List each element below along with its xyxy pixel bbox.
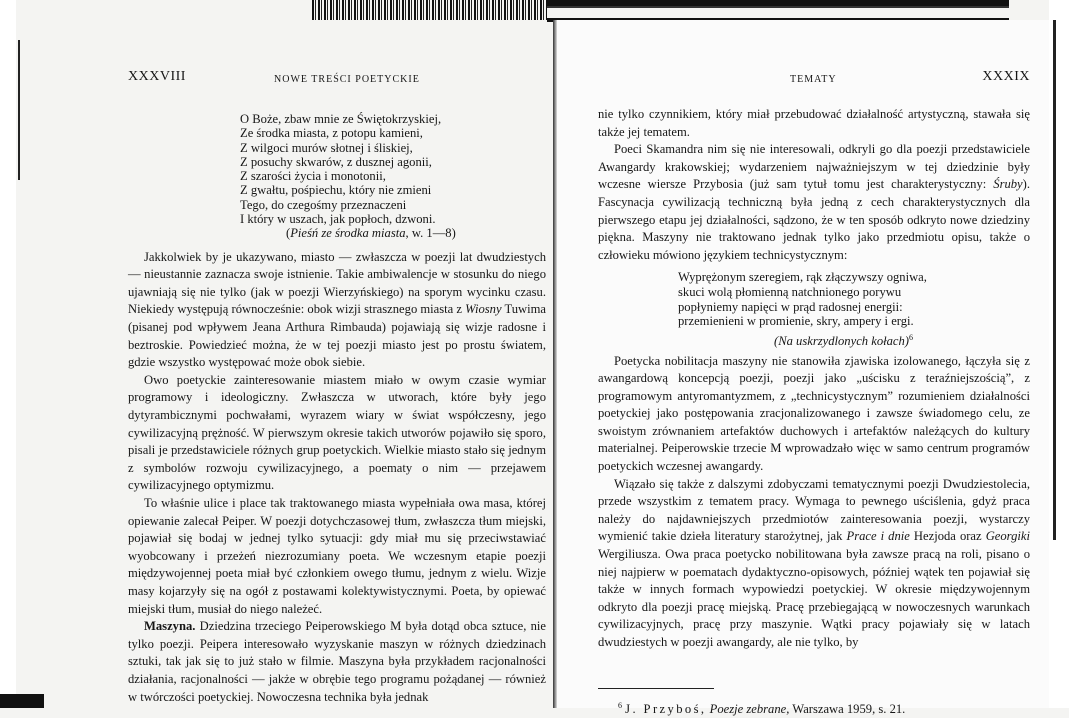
footnote-author: J. Przyboś, xyxy=(625,701,707,716)
poem-line: popłyniemy napięci w prąd radosnej energii: xyxy=(678,299,903,314)
paragraph xyxy=(128,618,546,706)
paragraph xyxy=(128,249,546,372)
left-scan-edge xyxy=(18,40,20,180)
poem-source: (Pieśń ze środka miasta, w. 1—8) xyxy=(286,226,456,241)
paragraph-text: ). Fascynacja cywilizacją techniczną była jedną z cech charakterystycznych dla pierwszego etapu jej działalności, sądzono, że w ten sposób odkryto nowe dziedziny piękna. Maszyny nie traktowano jednak tylko jako przedmiotu opisu, także o człowieku mówiono językiem technicystycznym: xyxy=(598,177,1030,262)
paragraph: nie tylko czynnikiem, który miał przebudować działalność artystyczną, stawała się także jej tematem. xyxy=(598,107,1030,139)
right-running-head xyxy=(598,64,1030,88)
poem-line: Ze środka miasta, z potopu kamieni, xyxy=(240,126,423,141)
italic-title: Śruby xyxy=(993,177,1023,192)
poem-quote-left xyxy=(240,112,546,241)
right-scan-margin xyxy=(1049,0,1069,708)
poem-line: O Boże, zbaw mnie ze Świętokrzyskiej, xyxy=(240,112,442,126)
paragraph-text: Jakkolwiek by je ukazywano, miasto — zwłaszcza w poezji lat dwudziestych — nieustannie zaznacza swoje istnienie. Takie ambiwalencje w stosunku do niego ujawniają się nie tylko (jak w poezji Wierzyńskiego) na sporym wycinku czasu. Niekiedy występują równocześnie: obok wizji strasznego miasta z xyxy=(128,249,546,317)
poem-line: skuci wolą płomienną natchnionego porywu xyxy=(678,284,902,299)
poem-quote-right xyxy=(678,270,1030,348)
poem-line: Wyprężonym szeregiem, rąk złączywszy ogniwa, xyxy=(678,270,927,285)
poem-line: Z gwałtu, pośpiechu, który nie zmieni xyxy=(240,183,432,198)
footnote-title: Poezje zebrane, xyxy=(709,701,790,716)
poem-source-title: (Na uskrzydlonych kołach) xyxy=(774,333,909,348)
book-spine xyxy=(553,20,557,708)
footnote-rule xyxy=(598,688,906,718)
paragraph-text: Tuwima (pisanej pod wpływem Jeana Arthura Rimbauda) pojawiają się wizje radosne i beztroskie. Powiedzieć można, że w tej poezji miasto jest po prostu światem, gdzie wszystko występować może obok siebie. xyxy=(128,302,546,370)
italic-title: Prace i dnie xyxy=(846,529,910,544)
left-page xyxy=(128,64,546,706)
poem-source-ref: , w. 1—8) xyxy=(405,226,456,241)
paragraph-text: Dziedzina trzeciego Peiperowskiego M była dotąd obca sztuce, nie tylko poezji. Peipera interesowało wyzyskanie maszyn w różnych dziedzinach sztuki, tak jak się to już stało w filmie. Maszyna była przykładem racjonalności działania, racjonalności — jakże w obrębie tego programu pożądanej — również w twórczości poetyckiej. Nowoczesna technika była jednak xyxy=(128,619,546,704)
page-number-left: XXXVIII xyxy=(128,69,186,84)
paragraph xyxy=(598,476,1030,652)
poem-line: Z wilgoci murów słotnej i śliskiej, xyxy=(240,140,413,155)
paragraph: To właśnie ulice i place tak traktowanego miasta wypełniała owa masa, której opiewanie zalecał Peiper. W poezji dotychczasowej tłum, zwłaszcza tłum miejski, pojawiał się bodaj w jednej tylko sytuacji: gdy miał mu się przeciwstawiać wyobcowany i przeżeń niezrozumiany poeta. We wczesnym etapie poezji międzywojennej poeta miał być członkiem owego tłumu, jednym z wielu. Wizje masy kojarzyły się na ogół z postawami kolektywistycznymi. Poeta, by opiewać miejski tłum, musiał do niego należeć. xyxy=(128,495,546,616)
footnote xyxy=(618,697,906,718)
paragraph xyxy=(598,141,1030,264)
paragraph-text: Wiązało się także z dalszymi zdobyczami tematycznymi poezji Dwudziestolecia, przede wszystkim z tematem pracy. Wymaga to pewnego uściślenia, gdyż praca należy do najdawniejszych przedmiotów zainteresowania poezji, wystarczy wymienić takie dzieła literatury starożytnej, jak xyxy=(598,476,1030,544)
paragraph: Poetycka nobilitacja maszyny nie stanowiła zjawiska izolowanego, łączyła się z awangardową koncepcją poezji, poezji jako „uścisku z teraźniejszością”, z programowym antyromantyzmem, z „technicystycznym” rozumieniem działalności poetyckiej jako postępowania zracjonalizowanego i zawsze świadomego celu, ze swoistym zrównaniem artefaktów duchowych i artefaktów należących do kultury materialnej. Peiperowskie trzecie M wprowadzało więc w samo centrum programów poetyckich wczesnej awangardy. xyxy=(598,353,1030,474)
italic-title: Georgiki xyxy=(985,529,1030,544)
poem-line: Z posuchy skwarów, z dusznej agonii, xyxy=(240,154,432,169)
footnote-rest: Warszawa 1959, s. 21. xyxy=(789,701,906,716)
poem-line: przemienieni w promienie, skry, ampery i ergi. xyxy=(678,314,914,329)
footnote-mark: 6 xyxy=(618,700,622,710)
poem-line: Tego, do czegośmy przeznaczeni xyxy=(240,197,407,212)
scan-top-artifact xyxy=(312,0,547,20)
left-running-head xyxy=(128,64,546,88)
footnote-ref: 6 xyxy=(909,332,913,342)
running-head-title-right: TEMATY xyxy=(790,74,837,85)
poem-line: I który w uszach, jak popłoch, dzwoni. xyxy=(240,212,436,227)
left-scan-margin xyxy=(0,0,16,708)
paragraph-text: Wergiliusza. Owa praca poetycko nobilitowana była zawsze pracą na roli, pisano o niej najpierw w poematach dydaktyczno-opisowych, później wątek ten pojawiał się także w innych formach wypowiedzi poetyckiej. W okresie międzywojennym odkryto dla poezji pracę miejską. Pracę przebiegającą w nowoczesnych warunkach cywilizacyjnych, pracę przy maszynie. Wątki pracy pojawiały się w latach dwudziestych w poezji awangardy, ale nie tylko, by xyxy=(598,547,1030,649)
running-head-title-left: NOWE TREŚCI POETYCKIE xyxy=(274,74,420,85)
right-page xyxy=(598,64,1030,718)
poem-source xyxy=(774,331,1030,349)
poem-source-title: Pieśń ze środka miasta xyxy=(290,226,406,241)
scan-top-shadow xyxy=(547,0,1009,22)
poem-line: Z szarości życia i monotonii, xyxy=(240,169,386,184)
paragraph-text: Poeci Skamandra nim się nie interesowali, odkryli go dla poezji przedstawiciele Awangardy krakowskiej; wydarzeniem najważniejszym w tej dziedzinie były wczesne wiersze Przybosia (już sam tytuł tomu jest charakterystyczny: xyxy=(598,142,1030,192)
paragraph-text: Hezjoda oraz xyxy=(909,529,986,544)
section-heading-inline: Maszyna. xyxy=(144,619,196,634)
page-number-right: XXXIX xyxy=(982,69,1030,84)
paragraph: Owo poetyckie zainteresowanie miastem miało w owym czasie wymiar programowy i ideologiczny. Zwłaszcza w utworach, które były jego dytyrambicznymi pochwałami, wyrazem wiary w świat współczesny, jego cywilizacyjną prężność. W pierwszym okresie takich utworów pojawiło się sporo, pisali je przedstawiciele różnych grup poetyckich. Wielkie miasto stało się jednym z symbolów rozwoju cywilizacyjnego, a poematy o nim — przejawem cywilizacyjnego optymizmu. xyxy=(128,372,546,493)
italic-title: Wiosny xyxy=(465,302,502,317)
right-scan-edge xyxy=(1053,20,1056,540)
scan-corner-artifact xyxy=(0,694,44,708)
